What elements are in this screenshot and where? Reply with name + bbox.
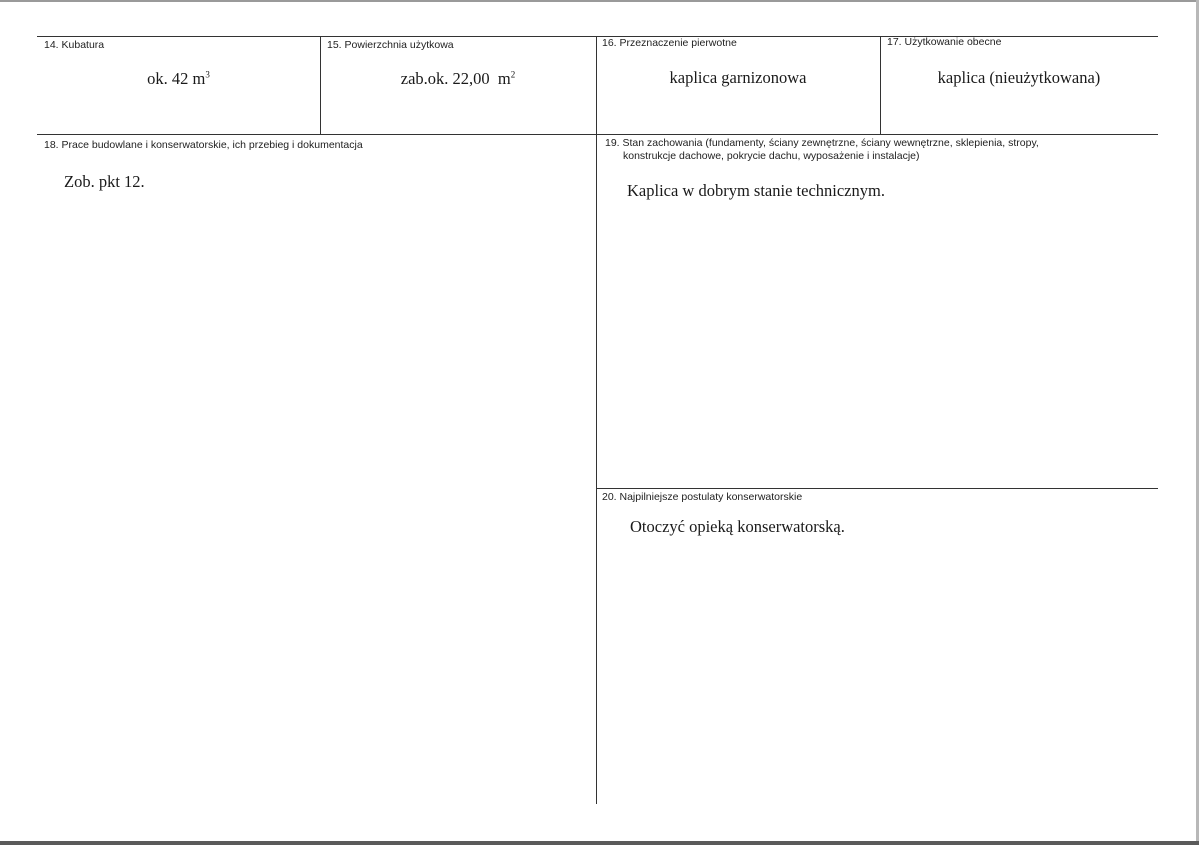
stan-value: Kaplica w dobrym stanie technicznym. xyxy=(627,181,885,200)
kubatura-value-text: ok. 42 m xyxy=(147,69,206,88)
kubatura-label: 14. Kubatura xyxy=(44,39,105,51)
section-20-divider xyxy=(596,488,1158,489)
powierzchnia-unit-exponent: 2 xyxy=(510,69,516,80)
stan-label-line1: 19. Stan zachowania (fundamenty, ściany zewnętrzne, ściany wewnętrzne, sklepienia, stropy, xyxy=(605,137,1039,149)
stan-label-line2: konstrukcje dachowe, pokrycie dachu, wyposażenie i instalacje) xyxy=(623,150,920,162)
row-divider xyxy=(37,134,1158,135)
powierzchnia-label: 15. Powierzchnia użytkowa xyxy=(327,39,454,51)
przeznaczenie-label: 16. Przeznaczenie pierwotne xyxy=(602,37,737,49)
prace-label: 18. Prace budowlane i konserwatorskie, ich przebieg i dokumentacja xyxy=(44,139,363,151)
uzytkowanie-value: kaplica (nieużytkowana) xyxy=(937,68,1101,87)
postulaty-label: 20. Najpilniejsze postulaty konserwatorskie xyxy=(602,491,803,503)
postulaty-value: Otoczyć opieką konserwatorską. xyxy=(630,517,845,536)
prace-value: Zob. pkt 12. xyxy=(64,172,145,191)
uzytkowanie-label: 17. Użytkowanie obecne xyxy=(887,36,1002,48)
center-divider xyxy=(596,36,597,804)
przeznaczenie-value: kaplica garnizonowa xyxy=(669,68,807,87)
kubatura-value xyxy=(37,69,320,89)
kubatura-unit-exponent: 3 xyxy=(205,69,210,80)
powierzchnia-value xyxy=(320,69,596,89)
scan-edge-top xyxy=(0,0,1199,2)
powierzchnia-value-text: zab.ok. 22,00 m xyxy=(400,69,511,88)
scan-edge-bottom xyxy=(0,841,1199,845)
